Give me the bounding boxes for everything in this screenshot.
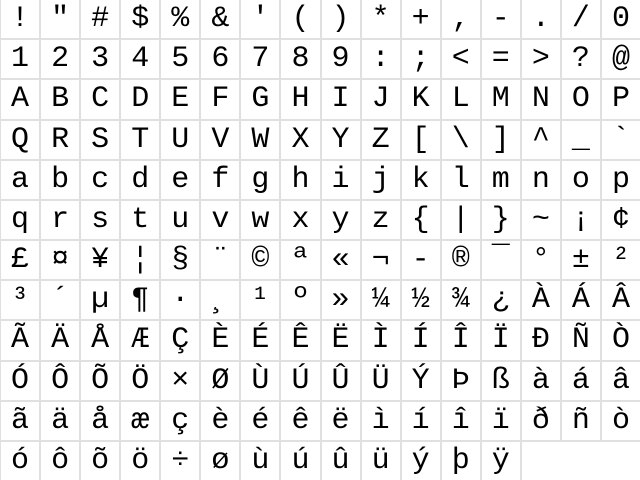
glyph-cell: p	[602, 161, 640, 199]
glyph-cell: &	[201, 0, 239, 38]
glyph-cell: Î	[442, 321, 480, 359]
glyph-cell: #	[81, 0, 119, 38]
glyph-cell: ¦	[121, 241, 159, 279]
glyph-cell: Ö	[121, 362, 159, 400]
glyph-cell: m	[482, 161, 520, 199]
glyph-cell: ÷	[161, 442, 199, 480]
glyph-cell: £	[1, 241, 39, 279]
glyph-cell: +	[402, 0, 440, 38]
glyph-cell: f	[201, 161, 239, 199]
glyph-cell: Ì	[362, 321, 400, 359]
glyph-cell: ú	[281, 442, 319, 480]
glyph-cell: {	[402, 201, 440, 239]
glyph-cell: E	[161, 80, 199, 118]
glyph-cell: ¥	[81, 241, 119, 279]
glyph-cell: \	[442, 121, 480, 159]
glyph-cell: ¶	[121, 281, 159, 319]
glyph-cell: Å	[81, 321, 119, 359]
glyph-cell: Ý	[402, 362, 440, 400]
glyph-cell: ^	[522, 121, 560, 159]
glyph-cell: í	[402, 402, 440, 440]
glyph-cell: å	[81, 402, 119, 440]
glyph-cell: Q	[1, 121, 39, 159]
glyph-cell: -	[482, 0, 520, 38]
glyph-cell: Â	[602, 281, 640, 319]
glyph-cell: Ó	[1, 362, 39, 400]
glyph-cell: j	[362, 161, 400, 199]
glyph-cell: 6	[201, 40, 239, 78]
glyph-cell: 2	[41, 40, 79, 78]
glyph-cell: ,	[442, 0, 480, 38]
glyph-cell: v	[201, 201, 239, 239]
glyph-cell: a	[1, 161, 39, 199]
glyph-cell: l	[442, 161, 480, 199]
glyph-cell: w	[241, 201, 279, 239]
glyph-cell: â	[602, 362, 640, 400]
glyph-cell: 0	[602, 0, 640, 38]
glyph-cell: r	[41, 201, 79, 239]
glyph-cell: O	[562, 80, 600, 118]
glyph-cell: Æ	[121, 321, 159, 359]
glyph-cell: H	[281, 80, 319, 118]
glyph-cell: P	[602, 80, 640, 118]
glyph-cell: ó	[1, 442, 39, 480]
glyph-cell: ½	[402, 281, 440, 319]
glyph-cell: :	[362, 40, 400, 78]
glyph-cell: õ	[81, 442, 119, 480]
glyph-cell: þ	[442, 442, 480, 480]
glyph-cell: ì	[362, 402, 400, 440]
glyph-cell: æ	[121, 402, 159, 440]
glyph-cell: 4	[121, 40, 159, 78]
glyph-cell: *	[362, 0, 400, 38]
glyph-cell: ®	[442, 241, 480, 279]
glyph-cell: Y	[322, 121, 360, 159]
glyph-cell: R	[41, 121, 79, 159]
glyph-cell: z	[362, 201, 400, 239]
glyph-cell: i	[322, 161, 360, 199]
glyph-cell: X	[281, 121, 319, 159]
glyph-cell: û	[322, 442, 360, 480]
glyph-cell: î	[442, 402, 480, 440]
glyph-cell: á	[562, 362, 600, 400]
glyph-cell: ´	[41, 281, 79, 319]
glyph-cell: ]	[482, 121, 520, 159]
glyph-cell: ò	[602, 402, 640, 440]
glyph-cell: x	[281, 201, 319, 239]
glyph-cell: [	[402, 121, 440, 159]
glyph-cell: d	[121, 161, 159, 199]
glyph-cell: «	[322, 241, 360, 279]
glyph-cell: K	[402, 80, 440, 118]
glyph-cell: J	[362, 80, 400, 118]
glyph-cell: ý	[402, 442, 440, 480]
glyph-cell: q	[1, 201, 39, 239]
glyph-cell: ¢	[602, 201, 640, 239]
glyph-cell: È	[201, 321, 239, 359]
glyph-cell: ï	[482, 402, 520, 440]
glyph-cell: Ê	[281, 321, 319, 359]
glyph-cell: ô	[41, 442, 79, 480]
glyph-cell: >	[522, 40, 560, 78]
glyph-cell: 8	[281, 40, 319, 78]
glyph-cell: ?	[562, 40, 600, 78]
glyph-cell: M	[482, 80, 520, 118]
glyph-cell: »	[322, 281, 360, 319]
glyph-cell: Ë	[322, 321, 360, 359]
glyph-cell: k	[402, 161, 440, 199]
glyph-cell: Ï	[482, 321, 520, 359]
glyph-cell: o	[562, 161, 600, 199]
glyph-cell: Þ	[442, 362, 480, 400]
glyph-cell: é	[241, 402, 279, 440]
glyph-cell: C	[81, 80, 119, 118]
glyph-cell: É	[241, 321, 279, 359]
glyph-cell: ¸	[201, 281, 239, 319]
glyph-cell: N	[522, 80, 560, 118]
glyph-cell: h	[281, 161, 319, 199]
glyph-cell: è	[201, 402, 239, 440]
glyph-cell: ³	[1, 281, 39, 319]
glyph-cell: e	[161, 161, 199, 199]
glyph-cell: c	[81, 161, 119, 199]
glyph-cell: U	[161, 121, 199, 159]
glyph-cell: !	[1, 0, 39, 38]
glyph-cell: D	[121, 80, 159, 118]
glyph-cell: ²	[602, 241, 640, 279]
glyph-cell: Ù	[241, 362, 279, 400]
glyph-cell: V	[201, 121, 239, 159]
glyph-cell: 9	[322, 40, 360, 78]
glyph-cell: 1	[1, 40, 39, 78]
glyph-cell: ×	[161, 362, 199, 400]
glyph-cell: º	[281, 281, 319, 319]
glyph-cell: I	[322, 80, 360, 118]
glyph-cell: ;	[402, 40, 440, 78]
glyph-cell: @	[602, 40, 640, 78]
glyph-cell: W	[241, 121, 279, 159]
glyph-cell: Ø	[201, 362, 239, 400]
glyph-cell: 7	[241, 40, 279, 78]
glyph-cell: À	[522, 281, 560, 319]
glyph-cell: Ô	[41, 362, 79, 400]
glyph-cell: Û	[322, 362, 360, 400]
glyph-cell: -	[402, 241, 440, 279]
glyph-cell: ã	[1, 402, 39, 440]
glyph-cell: ¯	[482, 241, 520, 279]
glyph-cell: Ú	[281, 362, 319, 400]
glyph-cell: ñ	[562, 402, 600, 440]
glyph-cell: y	[322, 201, 360, 239]
glyph-cell: §	[161, 241, 199, 279]
glyph-cell: ù	[241, 442, 279, 480]
glyph-cell: ü	[362, 442, 400, 480]
glyph-cell: F	[201, 80, 239, 118]
glyph-cell: °	[522, 241, 560, 279]
glyph-cell: ±	[562, 241, 600, 279]
glyph-cell: %	[161, 0, 199, 38]
glyph-cell: Ã	[1, 321, 39, 359]
glyph-cell: Ç	[161, 321, 199, 359]
glyph-cell: Ò	[602, 321, 640, 359]
empty-area	[522, 442, 640, 480]
glyph-cell: µ	[81, 281, 119, 319]
glyph-cell: Ä	[41, 321, 79, 359]
glyph-cell: ð	[522, 402, 560, 440]
glyph-cell: Ñ	[562, 321, 600, 359]
glyph-cell: ö	[121, 442, 159, 480]
glyph-cell: Ð	[522, 321, 560, 359]
glyph-cell: Í	[402, 321, 440, 359]
glyph-cell: ÿ	[482, 442, 520, 480]
glyph-cell: ¾	[442, 281, 480, 319]
glyph-cell: ¨	[201, 241, 239, 279]
glyph-cell: 5	[161, 40, 199, 78]
glyph-cell: b	[41, 161, 79, 199]
glyph-cell: .	[522, 0, 560, 38]
glyph-cell: B	[41, 80, 79, 118]
glyph-cell: `	[602, 121, 640, 159]
glyph-cell: )	[322, 0, 360, 38]
glyph-cell: =	[482, 40, 520, 78]
glyph-cell: Õ	[81, 362, 119, 400]
glyph-cell: ø	[201, 442, 239, 480]
glyph-cell: Á	[562, 281, 600, 319]
glyph-cell: (	[281, 0, 319, 38]
glyph-cell: Z	[362, 121, 400, 159]
glyph-cell: s	[81, 201, 119, 239]
glyph-cell: t	[121, 201, 159, 239]
glyph-cell: ë	[322, 402, 360, 440]
glyph-cell: _	[562, 121, 600, 159]
glyph-cell: ß	[482, 362, 520, 400]
glyph-cell: A	[1, 80, 39, 118]
glyph-cell: G	[241, 80, 279, 118]
glyph-cell: à	[522, 362, 560, 400]
glyph-cell: ª	[281, 241, 319, 279]
glyph-cell: T	[121, 121, 159, 159]
glyph-cell: ¼	[362, 281, 400, 319]
glyph-cell: S	[81, 121, 119, 159]
glyph-cell: ç	[161, 402, 199, 440]
glyph-cell: }	[482, 201, 520, 239]
glyph-cell: ·	[161, 281, 199, 319]
glyph-cell: "	[41, 0, 79, 38]
glyph-cell: Ü	[362, 362, 400, 400]
glyph-cell: /	[562, 0, 600, 38]
glyph-cell: $	[121, 0, 159, 38]
glyph-cell: ¡	[562, 201, 600, 239]
glyph-cell: ¿	[482, 281, 520, 319]
glyph-cell: '	[241, 0, 279, 38]
glyph-cell: |	[442, 201, 480, 239]
glyph-cell: ê	[281, 402, 319, 440]
glyph-cell: n	[522, 161, 560, 199]
glyph-cell: u	[161, 201, 199, 239]
glyph-cell: ¬	[362, 241, 400, 279]
glyph-cell: L	[442, 80, 480, 118]
glyph-cell: ¤	[41, 241, 79, 279]
glyph-cell: 3	[81, 40, 119, 78]
glyph-cell: ~	[522, 201, 560, 239]
glyph-cell: ©	[241, 241, 279, 279]
glyph-cell: ¹	[241, 281, 279, 319]
glyph-cell: g	[241, 161, 279, 199]
glyph-cell: ä	[41, 402, 79, 440]
glyph-cell: <	[442, 40, 480, 78]
